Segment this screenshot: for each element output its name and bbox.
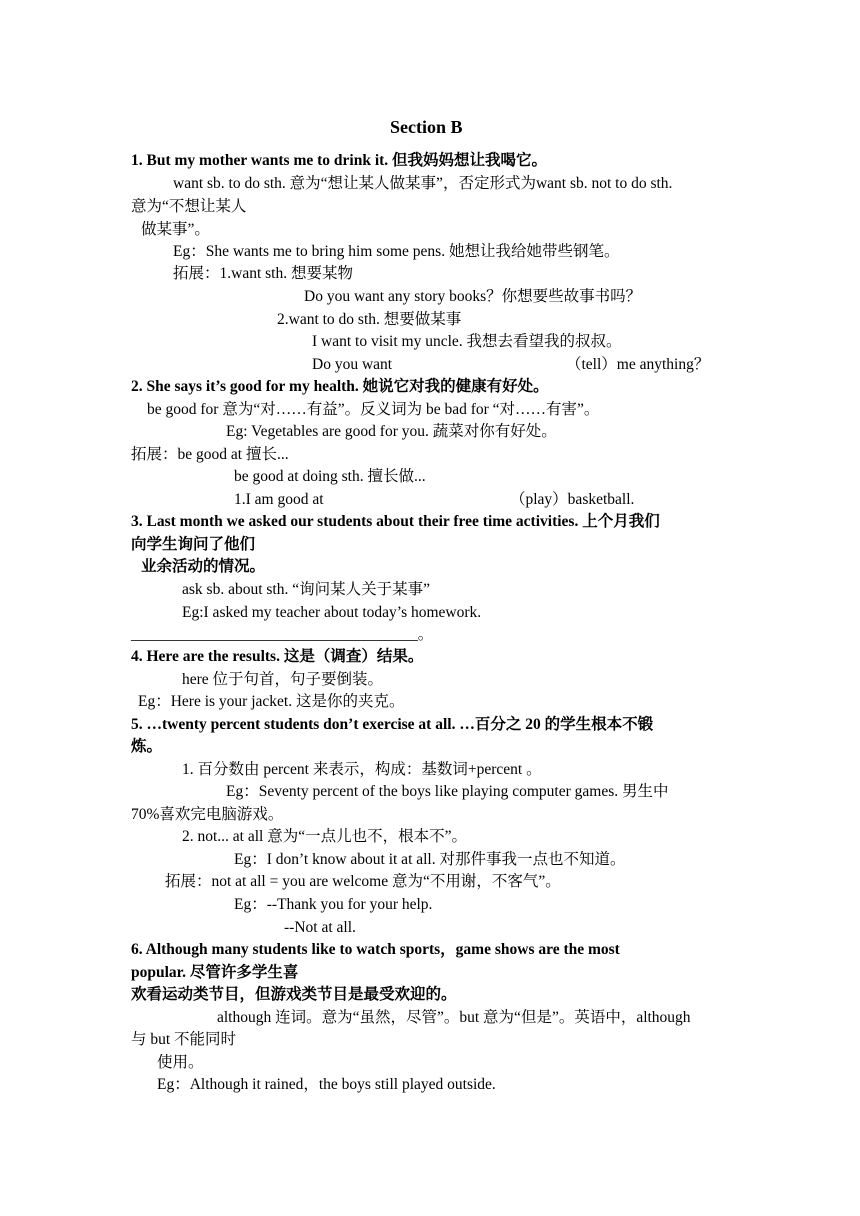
item-5-heading: 5. …twenty percent students don’t exercise at all. …百分之 20 的学生根本不锻 (131, 716, 654, 733)
section-title: Section B (390, 117, 463, 137)
item-3-heading: 3. Last month we asked our students about their free time activities. 上个月我们 (131, 513, 660, 530)
text-line: 1. 百分数由 percent 来表示，构成：基数词+percent 。 (182, 761, 542, 778)
text-line: 炼。 (131, 738, 163, 755)
text-line: 意为“不想让某人 (131, 198, 247, 215)
text-line: want sb. to do sth. 意为“想让某人做某事”，否定形式为want sb. not to do sth. (173, 175, 673, 192)
example-line: Eg：--Thank you for your help. (234, 896, 433, 913)
text-line: 做某事”。 (141, 221, 210, 238)
example-line: Eg:I asked my teacher about today’s homework. (182, 604, 482, 621)
text-line: popular. 尽管许多学生喜 (131, 964, 299, 981)
text-line: 欢看运动类节目，但游戏类节目是最受欢迎的。 (131, 986, 457, 1003)
text-line: 使用。 (157, 1054, 204, 1071)
answer-blank: _____________________________________。 (131, 626, 434, 643)
example-line: Eg：I don’t know about it at all. 对那件事我一点也不知道。 (234, 851, 626, 868)
extension-line: 拓展：be good at 擅长... (131, 446, 289, 463)
text-line: 业余活动的情况。 (141, 558, 266, 575)
example-line: Eg：Although it rained，the boys still played outside. (157, 1076, 496, 1093)
text-line: although 连词。意为“虽然，尽管”。but 意为“但是”。英语中，although (217, 1009, 691, 1026)
item-6-heading: 6. Although many students like to watch sports，game shows are the most (131, 941, 620, 958)
text-line: be good for 意为“对……有益”。反义词为 be bad for “对……有害”。 (147, 401, 600, 418)
text-line: 2. not... at all 意为“一点儿也不，根本不”。 (182, 828, 467, 845)
text-line: ask sb. about sth. “询问某人关于某事” (182, 581, 430, 598)
text-line: be good at doing sth. 擅长做... (234, 468, 426, 485)
text-line: here 位于句首，句子要倒装。 (182, 671, 384, 688)
text-line: 向学生询问了他们 (131, 536, 256, 553)
item-2-heading: 2. She says it’s good for my health. 她说它对我的健康有好处。 (131, 378, 549, 395)
example-line: Eg：Seventy percent of the boys like playing computer games. 男生中 (226, 783, 669, 800)
text-line: I want to visit my uncle. 我想去看望我的叔叔。 (312, 333, 622, 350)
exercise-line-start: 1.I am good at (234, 491, 324, 508)
text-line: --Not at all. (284, 919, 356, 936)
example-line: Eg：Here is your jacket. 这是你的夹克。 (138, 693, 405, 710)
item-1-heading: 1. But my mother wants me to drink it. 但我妈妈想让我喝它。 (131, 152, 548, 169)
text-line: Do you want any story books？你想要些故事书吗？ (304, 288, 642, 305)
item-4-heading: 4. Here are the results. 这是（调查）结果。 (131, 648, 424, 665)
text-line: 与 but 不能同时 (131, 1031, 237, 1048)
example-line: Eg: Vegetables are good for you. 蔬菜对你有好处。 (226, 423, 557, 440)
text-line: 70%喜欢完电脑游戏。 (131, 806, 284, 823)
exercise-line-end: （play）basketball. (510, 491, 635, 508)
extension-line: 拓展：not at all = you are welcome 意为“不用谢，不客气”。 (165, 873, 561, 890)
text-line: 2.want to do sth. 想要做某事 (277, 311, 462, 328)
example-line: Eg：She wants me to bring him some pens. 她想让我给她带些钢笔。 (173, 243, 620, 260)
exercise-line-start: Do you want (312, 356, 393, 373)
exercise-line-end: （tell）me anything？ (566, 356, 710, 373)
extension-line: 拓展：1.want sth. 想要某物 (173, 265, 353, 282)
